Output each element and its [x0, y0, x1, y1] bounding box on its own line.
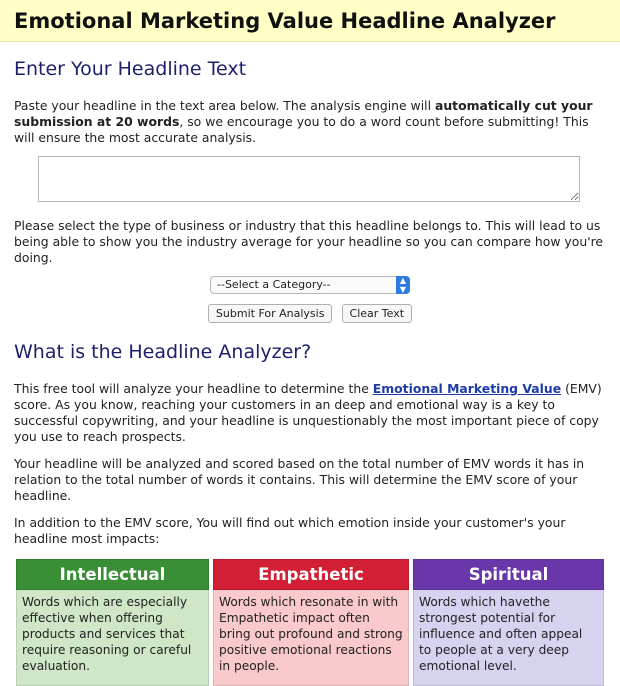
- intro-text-bold: automatically cut your submission at 20 words: [14, 98, 593, 129]
- submit-analysis-button[interactable]: Submit For Analysis: [208, 304, 333, 323]
- intro-paragraph: [14, 98, 606, 146]
- clear-text-button[interactable]: Clear Text: [342, 304, 413, 323]
- emotion-boxes: [16, 559, 604, 686]
- main-content: [0, 42, 620, 686]
- about-paragraph-1: [14, 381, 606, 445]
- emotion-box-spiritual: [413, 559, 604, 686]
- page-header: [0, 0, 620, 42]
- about-paragraph-3: In addition to the EMV score, You will find out which emotion inside your customer's your headline most impacts:: [14, 515, 566, 546]
- emotion-description: Words which are especially effective when offering products and services that require reasoning or careful evaluation.: [16, 590, 209, 686]
- headline-textarea[interactable]: [38, 156, 580, 202]
- category-select-value: --Select a Category--: [217, 278, 331, 291]
- emotion-description: Words which havethe strongest potential for influence and often appeal to people at a very deep emotional level.: [413, 590, 604, 686]
- enter-headline-heading: Enter Your Headline Text: [14, 58, 247, 80]
- emotion-box-empathetic: [213, 559, 409, 686]
- category-select[interactable]: [210, 276, 410, 294]
- intro-text-end: , so we encourage you to do a word count before submitting! This will ensure the most accurate analysis.: [14, 114, 589, 145]
- emotion-box-intellectual: [16, 559, 209, 686]
- about-paragraph-2: Your headline will be analyzed and scored based on the total number of EMV words it has in relation to the total number of words it contains. This will determine the EMV score of your headline.: [14, 456, 585, 503]
- emotion-description: Words which resonate in with Empathetic impact often bring out profound and strong positive emotional reactions in people.: [213, 590, 409, 686]
- about-p1-start: This free tool will analyze your headline to determine the: [14, 381, 373, 396]
- emotion-title: Empathetic: [213, 559, 409, 590]
- page-title: Emotional Marketing Value Headline Analyzer: [14, 9, 556, 33]
- category-instructions: Please select the type of business or industry that this headline belongs to. This will lead to us being able to show you the industry average for your headline so you can compare how you're doing.: [14, 218, 604, 265]
- intro-text-start: Paste your headline in the text area below. The analysis engine will: [14, 98, 435, 113]
- form-buttons: [14, 302, 606, 323]
- about-p1-end: (EMV) score. As you know, reaching your customers in an deep and emotional way is a key to successful copywriting, and your headline is unquestionably the most important piece of copy you use to reach prospects.: [14, 381, 602, 444]
- select-arrows-icon: ▲ ▼: [396, 276, 410, 294]
- emv-link[interactable]: Emotional Marketing Value: [372, 381, 562, 396]
- emotion-title: Intellectual: [16, 559, 209, 590]
- what-is-heading: What is the Headline Analyzer?: [14, 341, 312, 363]
- emotion-title: Spiritual: [413, 559, 604, 590]
